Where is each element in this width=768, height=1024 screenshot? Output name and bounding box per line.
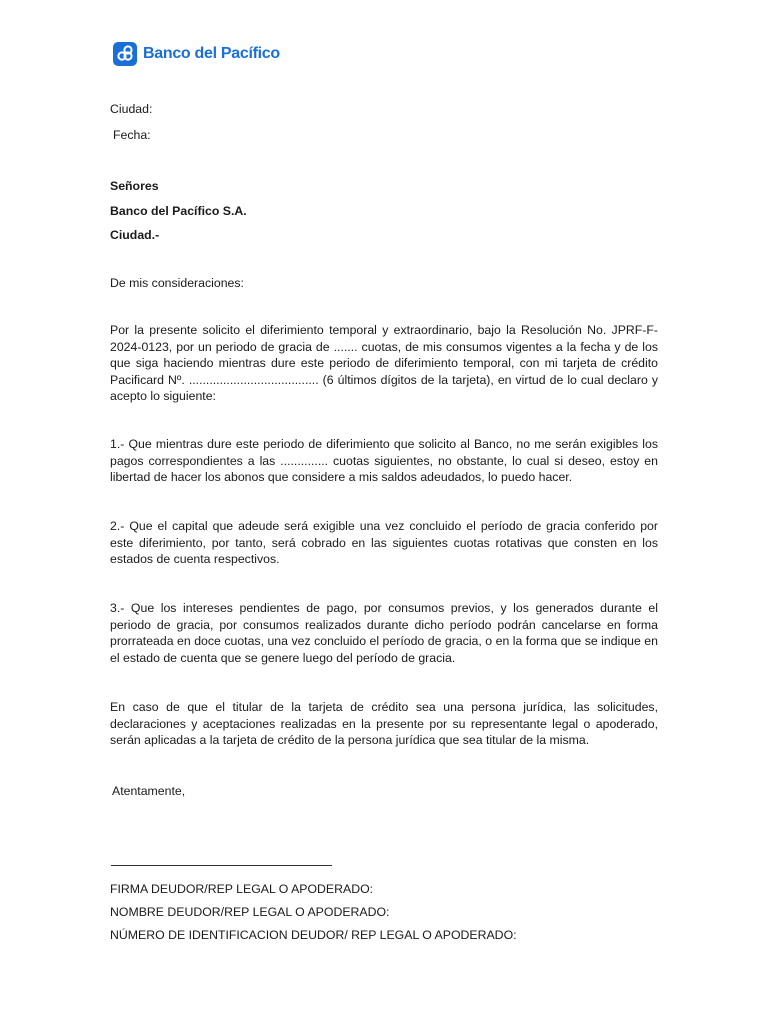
id-number-label: NÚMERO DE IDENTIFICACION DEUDOR/ REP LEGAL O APODERADO: xyxy=(110,928,517,942)
legal-entity-paragraph: En caso de que el titular de la tarjeta de crédito sea una persona jurídica, las solicitudes, declaraciones y aceptaciones realizadas en la presente por su representante legal o apoderado, serán aplicadas a la tarjeta de crédito de la persona jurídica que sea titular de la misma. xyxy=(110,700,658,747)
signature-label: FIRMA DEUDOR/REP LEGAL O APODERADO: xyxy=(110,882,374,896)
recipient-line-3: Ciudad.- xyxy=(110,228,160,242)
recipient-line-2: Banco del Pacífico S.A. xyxy=(110,204,247,218)
date-label: Fecha: xyxy=(113,128,151,142)
name-label: NOMBRE DEUDOR/REP LEGAL O APODERADO: xyxy=(110,905,390,919)
closing: Atentamente, xyxy=(112,784,186,798)
banco-del-pacifico-logo-icon xyxy=(113,42,137,66)
clause-3-paragraph: 3.- Que los intereses pendientes de pago, por consumos previos, y los generados durante el periodo de gracia, por consumos realizados durante dicho período podrán cancelarse en forma prorrateada en doce cuotas, una vez concluido el período de gracia, o en la forma que se indique en el estado de cuenta que se genere luego del período de gracia. xyxy=(110,601,658,665)
recipient-line-1: Señores xyxy=(110,179,159,193)
bank-logo xyxy=(113,42,280,66)
clause-2-paragraph: 2.- Que el capital que adeude será exigible una vez concluido el período de gracia conferido por este diferimiento, por tanto, será cobrado en las siguientes cuotas rotativas que consten en los estados de cuenta respectivos. xyxy=(110,519,658,566)
signature-line xyxy=(111,865,332,866)
clause-1-paragraph: 1.- Que mientras dure este periodo de diferimiento que solicito al Banco, no me serán exigibles los pagos correspondientes a las .............. cuotas siguientes, no obstante, lo cual si deseo, estoy en libertad de hacer los abonos que considere a mis saldos adeudados, lo puedo hacer. xyxy=(110,437,658,484)
brand-name: Banco del Pacífico xyxy=(143,45,280,62)
request-paragraph: Por la presente solicito el diferimiento temporal y extraordinario, bajo la Resolución No. JPRF-F-2024-0123, por un periodo de gracia de ....... cuotas, de mis consumos vigentes a la fecha y de los que siga haciendo mientras dure este periodo de diferimiento temporal, con mi tarjeta de crédito Pacificard Nº. ...................................... (6 últimos dígitos de la tarjeta), en virtud de lo cual declaro y acepto lo siguiente: xyxy=(110,323,658,403)
city-label: Ciudad: xyxy=(110,102,153,116)
greeting: De mis consideraciones: xyxy=(110,276,244,290)
